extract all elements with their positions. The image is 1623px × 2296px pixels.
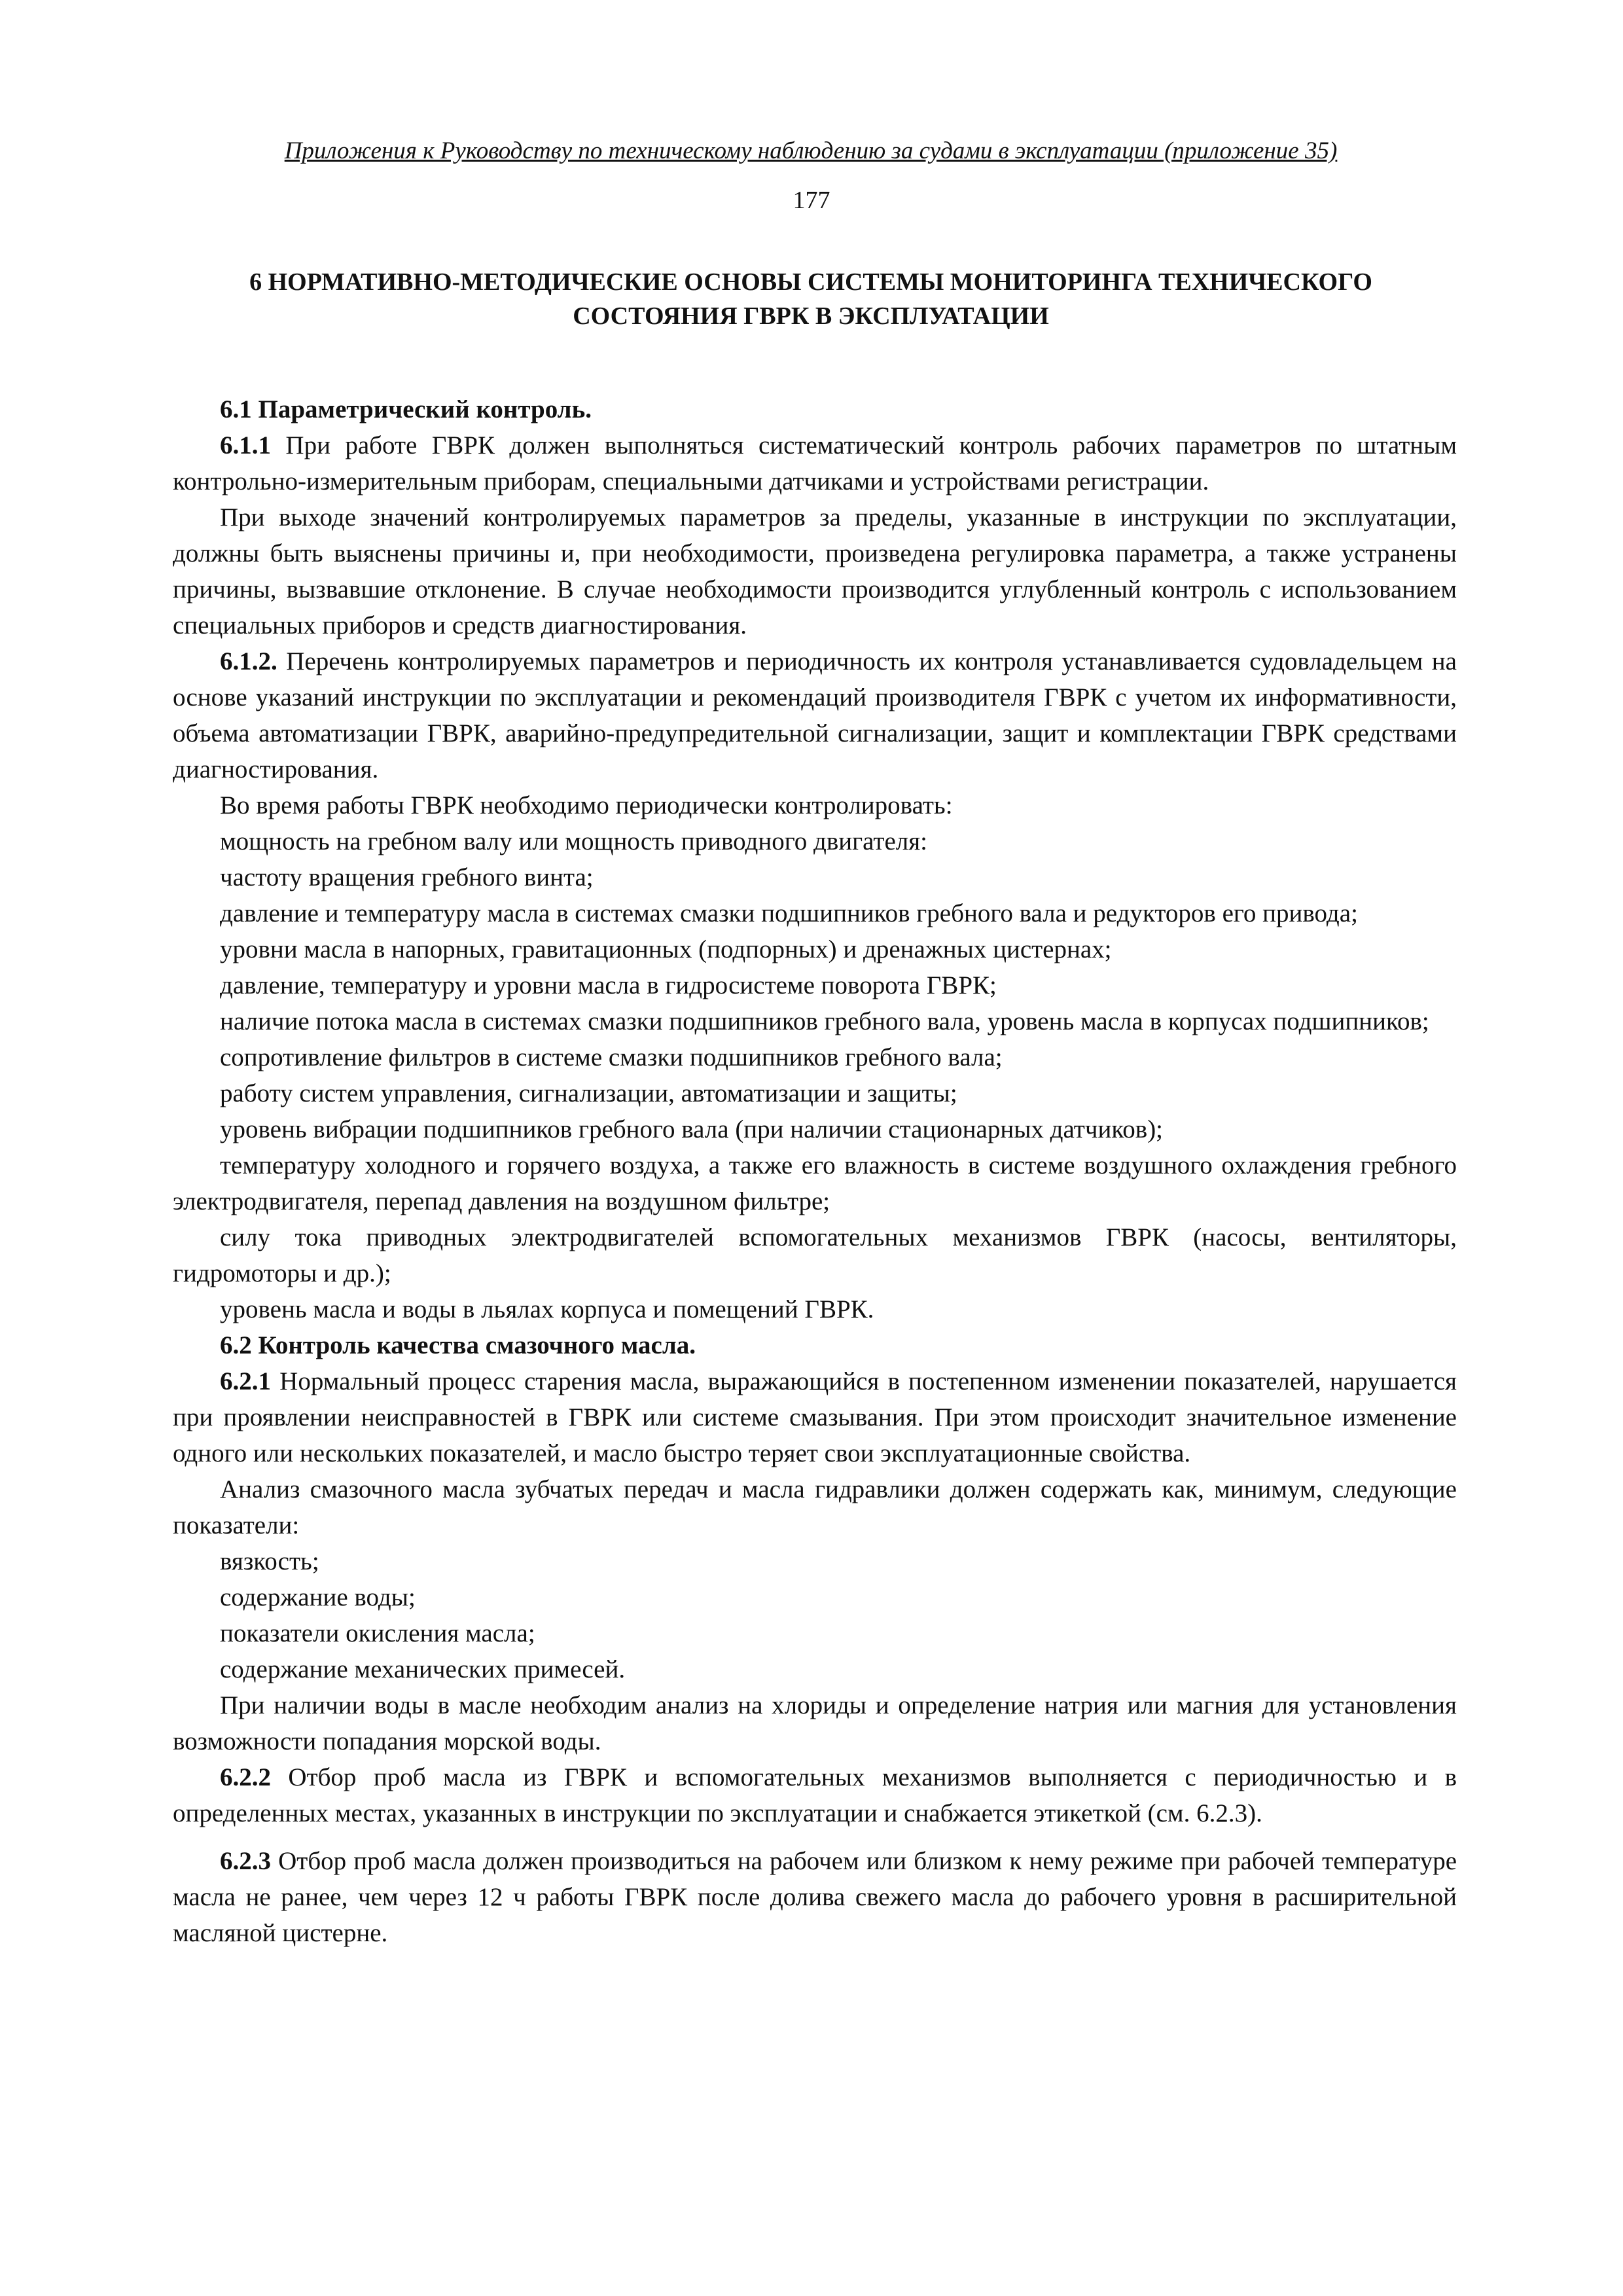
clause-number: 6.2.3 [220,1847,271,1875]
paragraph-text: Отбор проб масла из ГВРК и вспомогательных механизмов выполняется с периодичностью и в определенных местах, указанных в инструкции по эксплуатации и снабжается этикеткой (см. 6.2.3). [173,1763,1457,1827]
clause-number: 6.2.1 [220,1367,271,1395]
list-item: давление, температуру и уровни масла в гидросистеме поворота ГВРК; [220,971,997,999]
section-heading-6-1: 6.1 Параметрический контроль. [220,395,592,423]
list-item: давление и температуру масла в системах смазки подшипников гребного вала и редукторов его привода; [220,899,1358,927]
running-header: Приложения к Руководству по техническому наблюдению за судами в эксплуатации (приложение 35) [284,137,1338,164]
list-item: работу систем управления, сигнализации, автоматизации и защиты; [220,1079,957,1107]
paragraph-analysis: Анализ смазочного масла зубчатых передач и масла гидравлики должен содержать как, минимум, следующие показатели: [173,1475,1457,1539]
list-item: вязкость; [220,1547,319,1575]
list-item: сопротивление фильтров в системе смазки подшипников гребного вала; [220,1043,1003,1071]
chapter-title-line-1: 6 НОРМАТИВНО-МЕТОДИЧЕСКИЕ ОСНОВЫ СИСТЕМЫ МОНИТОРИНГА ТЕХНИЧЕСКОГО [249,268,1372,296]
list-item: уровень масла и воды в льялах корпуса и помещений ГВРК. [220,1295,874,1323]
paragraph-text: При работе ГВРК должен выполняться систематический контроль рабочих параметров по штатным контрольно-измерительным приборам, специальными датчиками и устройствами регистрации. [173,431,1457,495]
clause-number: 6.1.2. [220,647,277,675]
list-item: силу тока приводных электродвигателей вспомогательных механизмов ГВРК (насосы, вентиляторы, гидромоторы и др.); [173,1223,1457,1287]
paragraph-text: Отбор проб масла должен производиться на рабочем или близком к нему режиме при рабочей температуре масла не ранее, чем через 12 ч работы ГВРК после долива свежего масла до рабочего уровня в расширительной масляной цистерне. [173,1847,1457,1947]
paragraph-6-2-3 [173,1843,1457,1951]
paragraph-6-1-1 [173,427,1457,499]
list-item: температуру холодного и горячего воздуха, а также его влажность в системе воздушного охлаждения гребного электродвигателя, перепад давления на воздушном фильтре; [173,1151,1457,1215]
chapter-title-line-2: СОСТОЯНИЯ ГВРК В ЭКСПЛУАТАЦИИ [573,302,1049,330]
list-item: содержание воды; [220,1583,416,1611]
clause-number: 6.2.2 [220,1763,271,1791]
paragraph-6-1-2 [173,643,1457,787]
document-body [173,391,1457,1951]
paragraph-6-2-2 [173,1759,1457,1831]
paragraph-text: Перечень контролируемых параметров и периодичность их контроля устанавливается судовладельцем на основе указаний инструкции по эксплуатации и рекомендаций производителя ГВРК с учетом их информативности, объема автоматизации ГВРК, аварийно-предупредительной сигнализации, защит и комплектации ГВРК средствами диагностирования. [173,647,1457,783]
section-heading-6-2: 6.2 Контроль качества смазочного масла. [220,1331,696,1359]
paragraph-water: При наличии воды в масле необходим анализ на хлориды и определение натрия или магния для установления возможности попадания морской воды. [173,1691,1457,1755]
paragraph-deviation: При выходе значений контролируемых параметров за пределы, указанные в инструкции по эксплуатации, должны быть выяснены причины и, при необходимости, произведена регулировка параметра, а также устранены причины, вызвавшие отклонение. В случае необходимости производится углубленный контроль с использованием специальных приборов и средств диагностирования. [173,503,1457,639]
clause-number: 6.1.1 [220,431,271,459]
paragraph-6-2-1 [173,1363,1457,1471]
list-item: наличие потока масла в системах смазки подшипников гребного вала, уровень масла в корпусах подшипников; [220,1007,1429,1035]
list-item: уровень вибрации подшипников гребного вала (при наличии стационарных датчиков); [220,1115,1164,1143]
list-item: уровни масла в напорных, гравитационных (подпорных) и дренажных цистернах; [220,935,1112,963]
list-item: содержание механических примесей. [220,1655,626,1683]
paragraph-monitor-intro: Во время работы ГВРК необходимо периодически контролировать: [220,791,953,819]
list-item: частоту вращения гребного винта; [220,863,594,891]
page-number: 177 [793,187,830,214]
list-item: мощность на гребном валу или мощность приводного двигателя: [220,827,928,855]
chapter-title [169,265,1453,333]
list-item: показатели окисления масла; [220,1619,535,1647]
paragraph-text: Нормальный процесс старения масла, выражающийся в постепенном изменении показателей, нарушается при проявлении неисправностей в ГВРК или системе смазывания. При этом происходит значительное изменение одного или нескольких показателей, и масло быстро теряет свои эксплуатационные свойства. [173,1367,1457,1467]
